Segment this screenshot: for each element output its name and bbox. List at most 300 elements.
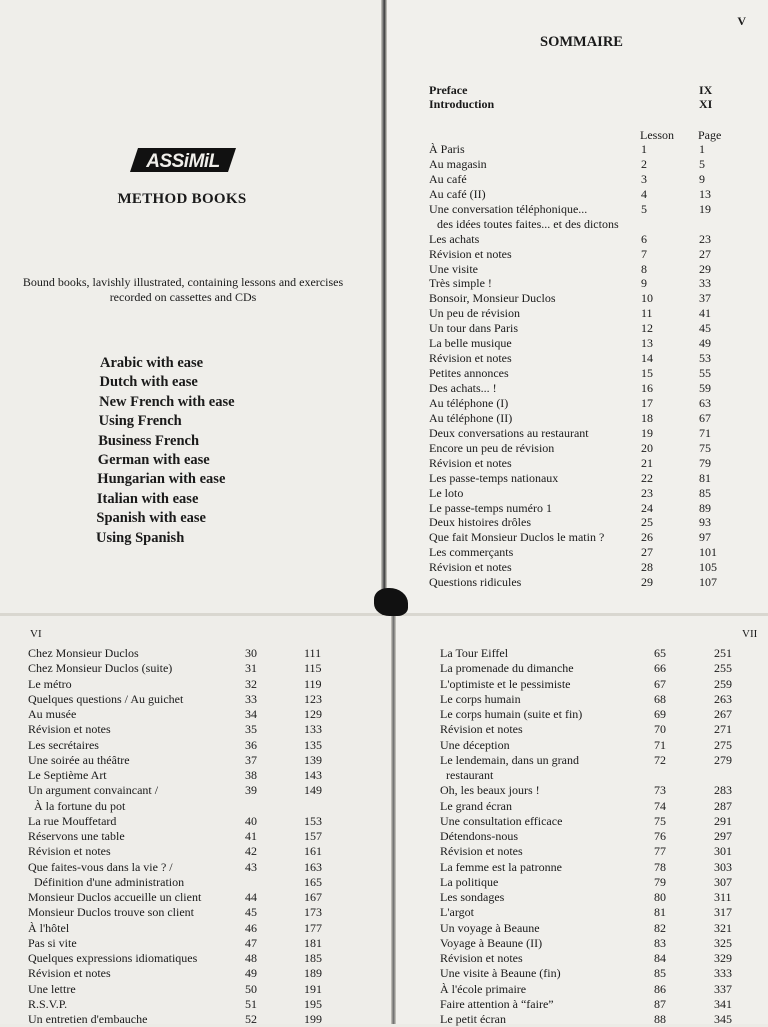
toc-title: Le lendemain, dans un grand xyxy=(440,752,579,767)
toc-lesson-number: 3 xyxy=(641,171,647,186)
toc-row xyxy=(440,905,732,920)
toc-row xyxy=(28,905,322,920)
toc-lesson-number: 82 xyxy=(654,920,666,935)
book-spine-top xyxy=(381,0,387,615)
toc-title: Un voyage à Beaune xyxy=(440,920,540,935)
toc-page-number: 195 xyxy=(304,996,322,1011)
toc-row xyxy=(28,920,322,936)
toc-row xyxy=(28,676,322,692)
toc-page-number: 173 xyxy=(304,905,322,920)
toc-page-number: 107 xyxy=(699,575,717,590)
toc-page-number: 5 xyxy=(699,156,705,171)
toc-title: À la fortune du pot xyxy=(34,798,126,813)
sommaire-title: SOMMAIRE xyxy=(540,34,623,50)
toc-lesson-number: 34 xyxy=(245,707,257,721)
toc-title: Au magasin xyxy=(429,156,487,171)
toc-title: Révision et notes xyxy=(429,351,512,366)
toc-lesson-number: 72 xyxy=(654,752,666,767)
toc-lesson-number: 44 xyxy=(245,890,257,904)
toc-title: La rue Mouffetard xyxy=(28,813,117,828)
toc-row xyxy=(28,646,322,661)
toc-row xyxy=(440,981,732,997)
toc-row xyxy=(440,874,732,890)
toc-page-number: 287 xyxy=(714,798,732,813)
toc-lesson-number: 9 xyxy=(641,276,647,291)
toc-page-number: 191 xyxy=(304,981,322,996)
toc-lesson-number: 71 xyxy=(654,737,666,752)
toc-row xyxy=(28,935,322,951)
toc-title: Voyage à Beaune (II) xyxy=(440,935,543,950)
toc-lesson-number: 79 xyxy=(654,874,666,889)
toc-title: La promenade du dimanche xyxy=(440,661,574,676)
toc-page-number: 37 xyxy=(699,291,711,306)
toc-page-number: 329 xyxy=(714,951,732,965)
toc-page-number: 177 xyxy=(304,920,322,935)
toc-row xyxy=(429,291,711,306)
toc-lesson-number: 86 xyxy=(654,981,666,996)
toc-lesson-number: 12 xyxy=(641,321,653,336)
toc-title: Une déception xyxy=(440,737,510,752)
front-matter-title: Preface xyxy=(429,83,468,97)
toc-lesson-number: 20 xyxy=(641,440,653,455)
toc-row xyxy=(429,425,711,441)
toc-title: Le métro xyxy=(28,676,72,691)
toc-lesson-number: 35 xyxy=(245,722,257,737)
toc-row xyxy=(429,515,711,530)
toc-row xyxy=(429,142,705,157)
toc-page-number: 157 xyxy=(304,829,322,843)
toc-title: Petites annonces xyxy=(429,366,509,381)
toc-page-number: 167 xyxy=(304,890,322,904)
toc-page-number: 307 xyxy=(714,874,732,889)
toc-row xyxy=(28,951,322,966)
toc-page-number: 1 xyxy=(699,142,705,156)
toc-page-number: 267 xyxy=(714,707,732,721)
toc-lesson-number: 2 xyxy=(641,156,647,171)
toc-row xyxy=(429,231,711,247)
toc-title: Révision et notes xyxy=(28,844,111,859)
toc-title: Pas si vite xyxy=(28,935,77,950)
toc-lesson-number: 51 xyxy=(245,996,257,1011)
toc-title: Une lettre xyxy=(28,981,76,996)
toc-row xyxy=(429,276,711,291)
assimil-logo xyxy=(128,146,240,179)
toc-lesson-number: 66 xyxy=(654,661,666,676)
toc-lesson-number: 6 xyxy=(641,231,647,246)
toc-page-number: 279 xyxy=(714,752,732,767)
book-item: German with ease xyxy=(97,451,210,468)
toc-page-number: 129 xyxy=(304,707,322,721)
toc-page-number: 33 xyxy=(699,276,711,291)
toc-lesson-number: 39 xyxy=(245,783,257,798)
toc-title: des idées toutes faites... et des dictons xyxy=(437,216,619,231)
toc-title: Réservons une table xyxy=(28,829,125,843)
front-matter-row xyxy=(429,83,729,97)
toc-title: Chez Monsieur Duclos (suite) xyxy=(28,661,173,676)
toc-page-number: 19 xyxy=(699,201,711,216)
toc-lesson-number: 32 xyxy=(245,676,257,691)
toc-title: La belle musique xyxy=(429,336,512,351)
toc-row xyxy=(28,799,201,814)
toc-row xyxy=(28,829,322,844)
toc-row xyxy=(440,722,732,737)
toc-lesson-number: 17 xyxy=(641,395,653,410)
toc-title: Un peu de révision xyxy=(429,306,520,321)
toc-row xyxy=(429,246,711,262)
toc-title: Une visite xyxy=(429,261,478,276)
toc-lesson-number: 88 xyxy=(654,1012,666,1026)
toc-page-number: 89 xyxy=(699,500,711,515)
toc-lesson-number: 69 xyxy=(654,707,666,721)
toc-page-number: 63 xyxy=(699,395,711,410)
toc-row xyxy=(429,217,619,232)
toc-row xyxy=(440,646,732,661)
toc-lesson-number: 10 xyxy=(641,291,653,306)
front-matter-page: XI xyxy=(699,97,713,111)
toc-title: Un tour dans Paris xyxy=(429,321,518,336)
toc-title: Un entretien d'embauche xyxy=(28,1012,148,1026)
toc-title: Une conversation téléphonique... xyxy=(429,201,588,216)
toc-page-number: 153 xyxy=(304,813,322,828)
toc-lesson-number: 27 xyxy=(641,545,653,560)
toc-row xyxy=(429,410,711,426)
toc-lesson-number: 19 xyxy=(641,425,653,440)
toc-row xyxy=(429,485,711,501)
toc-row xyxy=(429,500,711,516)
toc-row xyxy=(440,691,732,707)
toc-lesson-number: 43 xyxy=(245,859,257,874)
toc-lesson-number: 18 xyxy=(641,410,653,425)
toc-row xyxy=(440,951,732,966)
toc-page-number: 97 xyxy=(699,530,711,545)
toc-title: Quelques expressions idiomatiques xyxy=(28,951,198,965)
toc-row xyxy=(440,707,732,722)
toc-row xyxy=(440,859,732,875)
toc-lesson-number: 30 xyxy=(245,646,257,660)
toc-title: La femme est la patronne xyxy=(440,859,562,874)
front-matter-page: IX xyxy=(699,83,713,97)
toc-row xyxy=(28,1012,322,1027)
toc-row xyxy=(429,261,711,277)
toc-page-number: 163 xyxy=(304,859,322,874)
toc-row xyxy=(429,560,717,575)
toc-page-number: 9 xyxy=(699,171,705,186)
toc-lesson-number: 5 xyxy=(641,201,647,216)
toc-row xyxy=(429,321,711,336)
book-item: Using Spanish xyxy=(96,529,185,546)
toc-page-number: 45 xyxy=(699,321,711,336)
toc-page-number: 301 xyxy=(714,844,732,859)
toc-title: Que fait Monsieur Duclos le matin ? xyxy=(429,530,605,545)
book-item: Arabic with ease xyxy=(100,355,204,371)
toc-row xyxy=(28,768,322,783)
toc-page-number: 251 xyxy=(714,646,732,660)
toc-page-number: 29 xyxy=(699,261,711,276)
book-list xyxy=(96,354,235,548)
toc-page-number: 119 xyxy=(304,676,322,691)
toc-title: À l'hôtel xyxy=(28,920,70,935)
toc-row xyxy=(440,966,732,981)
book-item: Dutch with ease xyxy=(99,374,198,391)
toc-page-number: 149 xyxy=(304,783,322,798)
toc-page-number: 27 xyxy=(699,246,711,261)
toc-title: Monsieur Duclos trouve son client xyxy=(28,905,194,920)
toc-page-number: 311 xyxy=(714,890,732,904)
ink-blot xyxy=(374,588,408,616)
toc-title: Une consultation efficace xyxy=(440,813,563,828)
toc-page-number: 49 xyxy=(699,336,711,351)
toc-row xyxy=(28,722,322,737)
toc-title: Au musée xyxy=(28,707,77,721)
toc-title: Monsieur Duclos accueille un client xyxy=(28,890,202,904)
toc-lesson-number: 77 xyxy=(654,844,666,859)
toc-row xyxy=(440,844,732,859)
toc-row xyxy=(429,395,711,411)
toc-title: Le Septième Art xyxy=(28,768,107,782)
toc-lesson-number: 46 xyxy=(245,920,257,935)
toc-row xyxy=(440,920,732,936)
toc-lesson-number: 14 xyxy=(641,351,653,366)
toc-title: restaurant xyxy=(446,768,494,782)
lesson-column-header: Lesson xyxy=(640,128,674,142)
toc-page-number: 53 xyxy=(699,351,711,366)
toc-lesson-number: 45 xyxy=(245,905,257,920)
toc-page-number: 23 xyxy=(699,231,711,246)
toc-lesson-number: 50 xyxy=(245,981,257,996)
toc-title: Quelques questions / Au guichet xyxy=(28,691,184,706)
toc-row xyxy=(440,996,732,1012)
toc-row xyxy=(28,813,322,829)
toc-title: Révision et notes xyxy=(429,246,512,261)
book-item: Using French xyxy=(98,413,182,430)
toc-lesson-number: 33 xyxy=(245,691,257,706)
toc-lesson-number: 84 xyxy=(654,951,666,965)
book-spine-bottom xyxy=(391,615,396,1024)
toc-title: Une visite à Beaune (fin) xyxy=(440,966,561,981)
toc-lesson-number: 78 xyxy=(654,859,666,874)
toc-row xyxy=(429,455,711,471)
toc-lesson-number: 8 xyxy=(641,261,647,276)
toc-page-number: 71 xyxy=(699,425,711,440)
toc-lesson-number: 16 xyxy=(641,381,653,395)
toc-page-number: 75 xyxy=(699,440,711,455)
toc-page-number: 263 xyxy=(714,691,732,706)
toc-row xyxy=(28,859,322,875)
toc-title: La politique xyxy=(440,874,499,889)
toc-lesson-number: 26 xyxy=(641,530,653,545)
toc-lesson-number: 40 xyxy=(245,813,257,828)
toc-page-number: 185 xyxy=(304,951,322,965)
toc-row xyxy=(429,201,711,217)
toc-page-number: 135 xyxy=(304,737,322,752)
toc-row xyxy=(28,844,322,859)
toc-title: Révision et notes xyxy=(429,455,512,470)
toc-page-number: 105 xyxy=(699,560,717,575)
toc-lesson-number: 15 xyxy=(641,366,653,381)
toc-page-number: 41 xyxy=(699,306,711,321)
toc-title: Au téléphone (I) xyxy=(429,395,509,410)
toc-title: Les secrétaires xyxy=(28,737,99,752)
toc-title: Le passe-temps numéro 1 xyxy=(429,500,552,515)
toc-row xyxy=(440,768,582,783)
toc-title: L'argot xyxy=(440,905,474,920)
toc-title: À Paris xyxy=(429,142,465,156)
toc-title: Révision et notes xyxy=(28,722,111,737)
toc-page-number: 255 xyxy=(714,661,732,676)
page-column-header: Page xyxy=(698,128,722,142)
toc-lesson-number: 37 xyxy=(245,752,257,767)
toc-row xyxy=(440,935,732,951)
toc-title: Les sondages xyxy=(440,890,505,904)
toc-page-number: 143 xyxy=(304,768,322,782)
toc-row xyxy=(429,381,711,396)
toc-page-number: 271 xyxy=(714,722,732,737)
toc-lesson-number: 22 xyxy=(641,470,653,485)
book-item: Spanish with ease xyxy=(96,510,206,527)
toc-title: Une soirée au théâtre xyxy=(28,752,130,767)
toc-title: Au café xyxy=(429,171,467,186)
toc-row xyxy=(429,530,711,545)
toc-row xyxy=(429,336,711,351)
toc-title: À l'école primaire xyxy=(440,981,527,996)
toc-title: Détendons-nous xyxy=(440,829,518,843)
toc-row xyxy=(28,707,322,722)
toc-title: Le petit écran xyxy=(440,1012,506,1026)
page-number: VII xyxy=(742,628,758,640)
toc-row xyxy=(28,752,322,768)
toc-lesson-number: 74 xyxy=(654,798,666,813)
toc-page-number: 321 xyxy=(714,920,732,935)
toc-page-number: 181 xyxy=(304,935,322,950)
svg-text:ASSiMiL: ASSiMiL xyxy=(146,151,220,172)
toc-page-number: 111 xyxy=(304,646,322,660)
toc-title: Questions ridicules xyxy=(429,575,522,590)
toc-title: Des achats... ! xyxy=(429,381,497,395)
toc-lesson-number: 48 xyxy=(245,951,257,965)
toc-list-bottom-left xyxy=(28,646,322,1027)
toc-lesson-number: 11 xyxy=(641,306,653,321)
toc-title: Chez Monsieur Duclos xyxy=(28,646,139,660)
toc-page-number: 275 xyxy=(714,737,732,752)
toc-page-number: 291 xyxy=(714,813,732,828)
toc-title: Que faites-vous dans la vie ? / xyxy=(28,859,173,874)
toc-title: L'optimiste et le pessimiste xyxy=(440,676,571,691)
toc-lesson-number: 65 xyxy=(654,646,666,660)
toc-row xyxy=(429,366,711,381)
toc-title: Le corps humain (suite et fin) xyxy=(440,707,583,721)
toc-lesson-number: 21 xyxy=(641,455,653,470)
toc-lesson-number: 25 xyxy=(641,515,653,530)
toc-lesson-number: 68 xyxy=(654,691,666,706)
toc-row xyxy=(429,156,705,172)
toc-page-number: 161 xyxy=(304,844,322,859)
toc-page-number: 13 xyxy=(699,186,711,201)
toc-page-number: 55 xyxy=(699,366,711,381)
toc-page-number: 297 xyxy=(714,829,732,843)
method-books-title: METHOD BOOKS xyxy=(117,191,247,207)
toc-row xyxy=(429,470,711,486)
toc-title: Les achats xyxy=(429,231,480,246)
toc-title: Révision et notes xyxy=(440,722,523,737)
toc-lesson-number: 4 xyxy=(641,186,647,201)
toc-page-number: 139 xyxy=(304,752,322,767)
toc-page-number: 133 xyxy=(304,722,322,737)
toc-page-number: 259 xyxy=(714,676,732,691)
toc-lesson-number: 38 xyxy=(245,768,257,782)
toc-lesson-number: 24 xyxy=(641,500,653,515)
toc-row xyxy=(28,691,322,707)
toc-title: Deux histoires drôles xyxy=(429,515,531,530)
toc-lesson-number: 47 xyxy=(245,935,257,950)
toc-row xyxy=(429,440,711,456)
page-number: V xyxy=(737,14,746,28)
toc-lesson-number: 31 xyxy=(245,661,257,676)
book-item: Hungarian with ease xyxy=(97,471,226,488)
toc-page-number: 85 xyxy=(699,485,711,500)
toc-lesson-number: 29 xyxy=(641,575,653,590)
front-matter-row xyxy=(429,97,729,111)
toc-lesson-number: 28 xyxy=(641,560,653,575)
toc-page-number: 341 xyxy=(714,996,732,1011)
toc-title: Révision et notes xyxy=(440,951,523,965)
toc-row xyxy=(28,783,322,798)
toc-lesson-number: 49 xyxy=(245,966,257,981)
toc-row xyxy=(440,661,732,676)
toc-row xyxy=(440,783,732,798)
toc-row xyxy=(28,996,322,1012)
toc-title: Très simple ! xyxy=(429,276,492,291)
toc-list-bottom-right xyxy=(440,646,732,1027)
toc-page-number: 93 xyxy=(699,515,711,530)
toc-title: Les commerçants xyxy=(429,545,514,560)
toc-page-number: 325 xyxy=(714,935,732,950)
toc-page-number: 337 xyxy=(714,981,732,996)
toc-row xyxy=(28,737,322,753)
toc-row xyxy=(28,890,322,905)
toc-row xyxy=(28,966,322,981)
toc-title: La Tour Eiffel xyxy=(440,646,509,660)
toc-page-number: 189 xyxy=(304,966,322,981)
toc-title: Révision et notes xyxy=(28,966,111,981)
page-number: VI xyxy=(30,628,42,640)
toc-title: R.S.V.P. xyxy=(28,996,68,1011)
toc-row xyxy=(440,752,732,768)
toc-row xyxy=(429,306,711,321)
toc-page-number: 59 xyxy=(699,381,711,395)
toc-page-number: 115 xyxy=(304,661,322,676)
toc-lesson-number: 70 xyxy=(654,722,666,737)
toc-lesson-number: 42 xyxy=(245,844,257,859)
toc-lesson-number: 36 xyxy=(245,737,257,752)
toc-page-number: 123 xyxy=(304,691,322,706)
toc-row xyxy=(429,186,711,202)
toc-lesson-number: 85 xyxy=(654,966,666,981)
toc-title: Au téléphone (II) xyxy=(429,410,513,425)
front-matter-title: Introduction xyxy=(429,97,495,111)
toc-page-number: 317 xyxy=(714,905,732,920)
toc-page-number: 283 xyxy=(714,783,732,798)
toc-lesson-number: 23 xyxy=(641,485,653,500)
toc-row xyxy=(28,661,322,676)
toc-title: Un argument convaincant / xyxy=(28,783,159,798)
toc-row xyxy=(429,575,717,590)
toc-lesson-number: 80 xyxy=(654,890,666,904)
toc-lesson-number: 81 xyxy=(654,905,666,920)
toc-row xyxy=(440,829,732,844)
toc-row xyxy=(440,1012,732,1027)
toc-title: Deux conversations au restaurant xyxy=(429,425,589,440)
toc-lesson-number: 1 xyxy=(641,142,647,156)
